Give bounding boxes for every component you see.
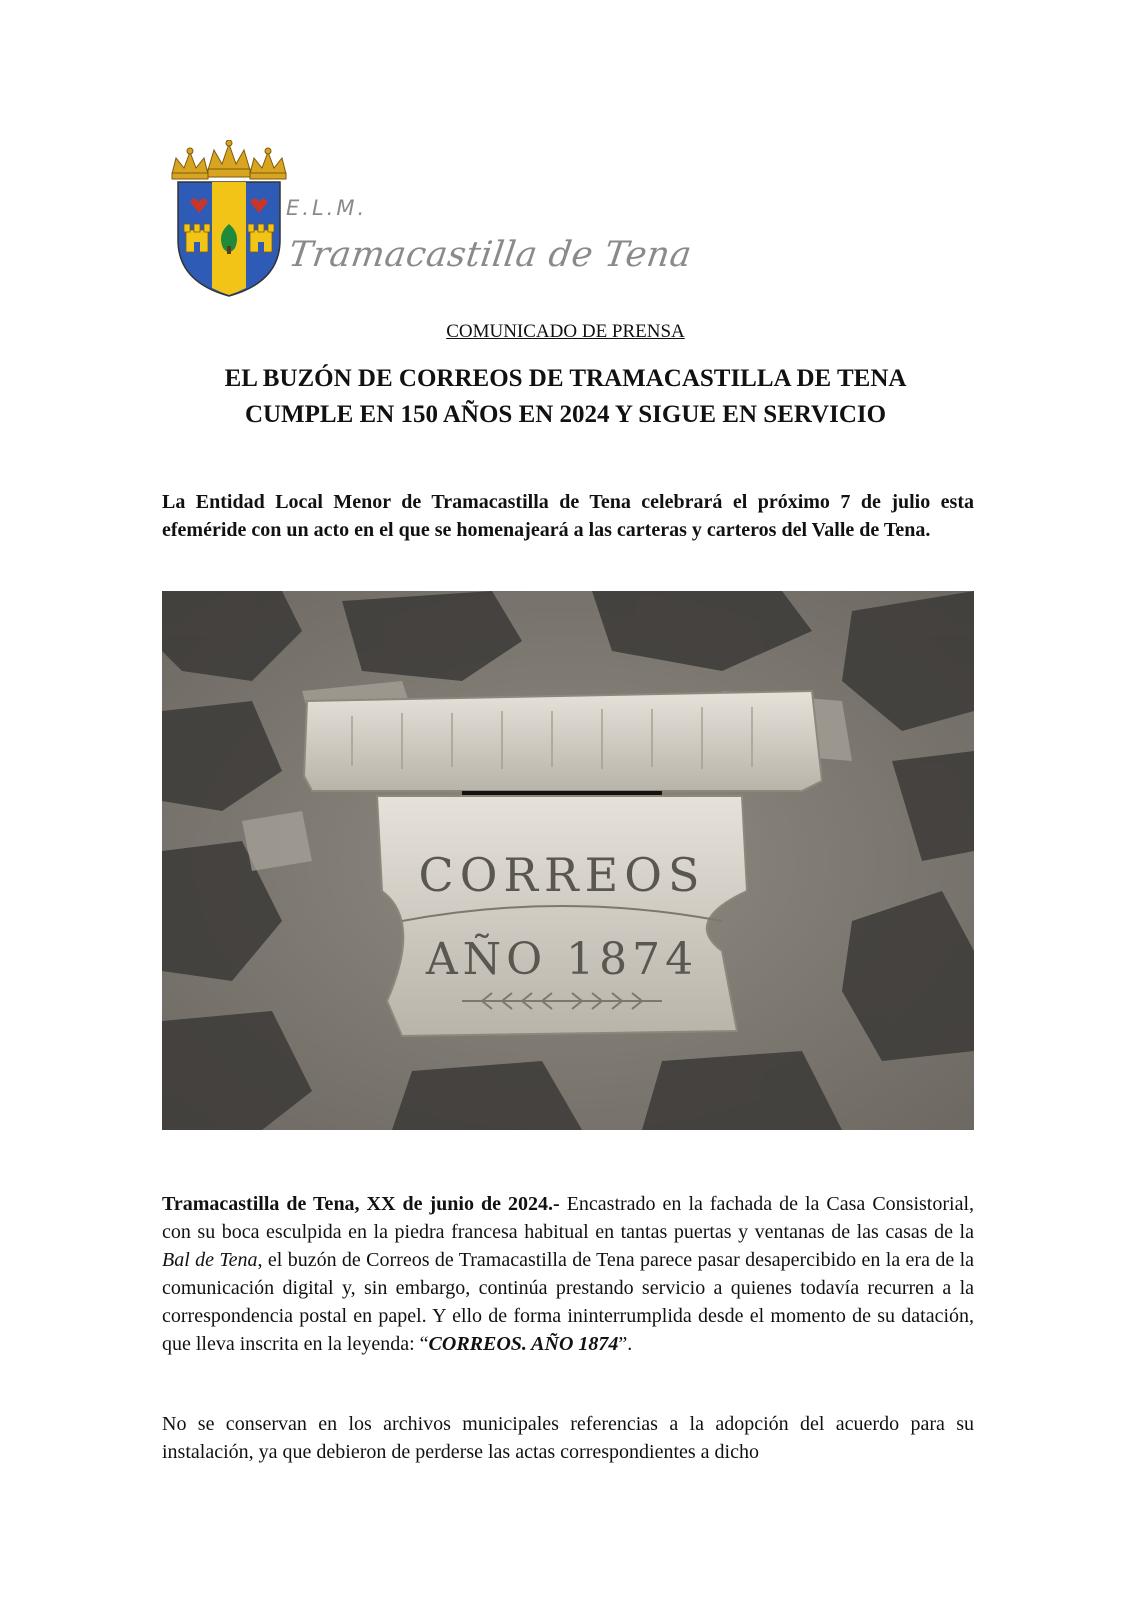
municipality-wordmark: Tramacastilla de Tena	[286, 235, 695, 275]
elm-label: E.L.M.	[286, 196, 368, 220]
body-paragraph-1-text-a: Encastrado en la fachada de la Casa Consistorial, con su boca esculpida en la piedra francesa habitual en tantas puertas y ventanas de las casas de la	[162, 1193, 974, 1243]
stone-mailbox-image	[162, 591, 974, 1130]
coat-of-arms-icon	[168, 140, 290, 298]
body-paragraph-2: No se conservan en los archivos municipales referencias a la adopción del acuerdo para su instalación, ya que debieron de perderse las actas correspondientes a dicho	[162, 1413, 974, 1463]
press-release-kicker: COMUNICADO DE PRENSA	[446, 321, 685, 342]
mailbox-inscription-bottom: AÑO 1874	[425, 934, 699, 985]
place-name-italic: Bal de Tena	[162, 1249, 258, 1271]
body-paragraph-1-text-b: , el buzón de Correos de Tramacastilla de Tena parece pasar desapercibido en la era de la comunicación digital y, sin embargo, continúa prestando servicio a quienes todavía recurren a la correspondencia postal en papel. Y ello de forma ininterrumplida desde el momento de su datación, que lleva inscrita en la leyenda: “	[162, 1249, 974, 1355]
header-logo	[168, 140, 688, 300]
body-paragraph-1	[162, 1190, 974, 1358]
mailbox-inscription-top: CORREOS	[418, 848, 706, 902]
inscription-legend: CORREOS. AÑO 1874	[428, 1333, 619, 1355]
lead-paragraph: La Entidad Local Menor de Tramacastilla de Tena celebrará el próximo 7 de julio esta efeméride con un acto en el que se homenajeará a las carteras y carteros del Valle de Tena.	[162, 491, 974, 541]
dateline: Tramacastilla de Tena, XX de junio de 2024.-	[162, 1193, 560, 1215]
mailbox-photo	[162, 591, 974, 1130]
headline-line-1: EL BUZÓN DE CORREOS DE TRAMACASTILLA DE TENA	[224, 365, 907, 392]
body-paragraph-1-text-c: ”.	[618, 1333, 633, 1355]
headline-line-2: CUMPLE EN 150 AÑOS EN 2024 Y SIGUE EN SERVICIO	[244, 401, 887, 428]
headline	[140, 361, 991, 433]
